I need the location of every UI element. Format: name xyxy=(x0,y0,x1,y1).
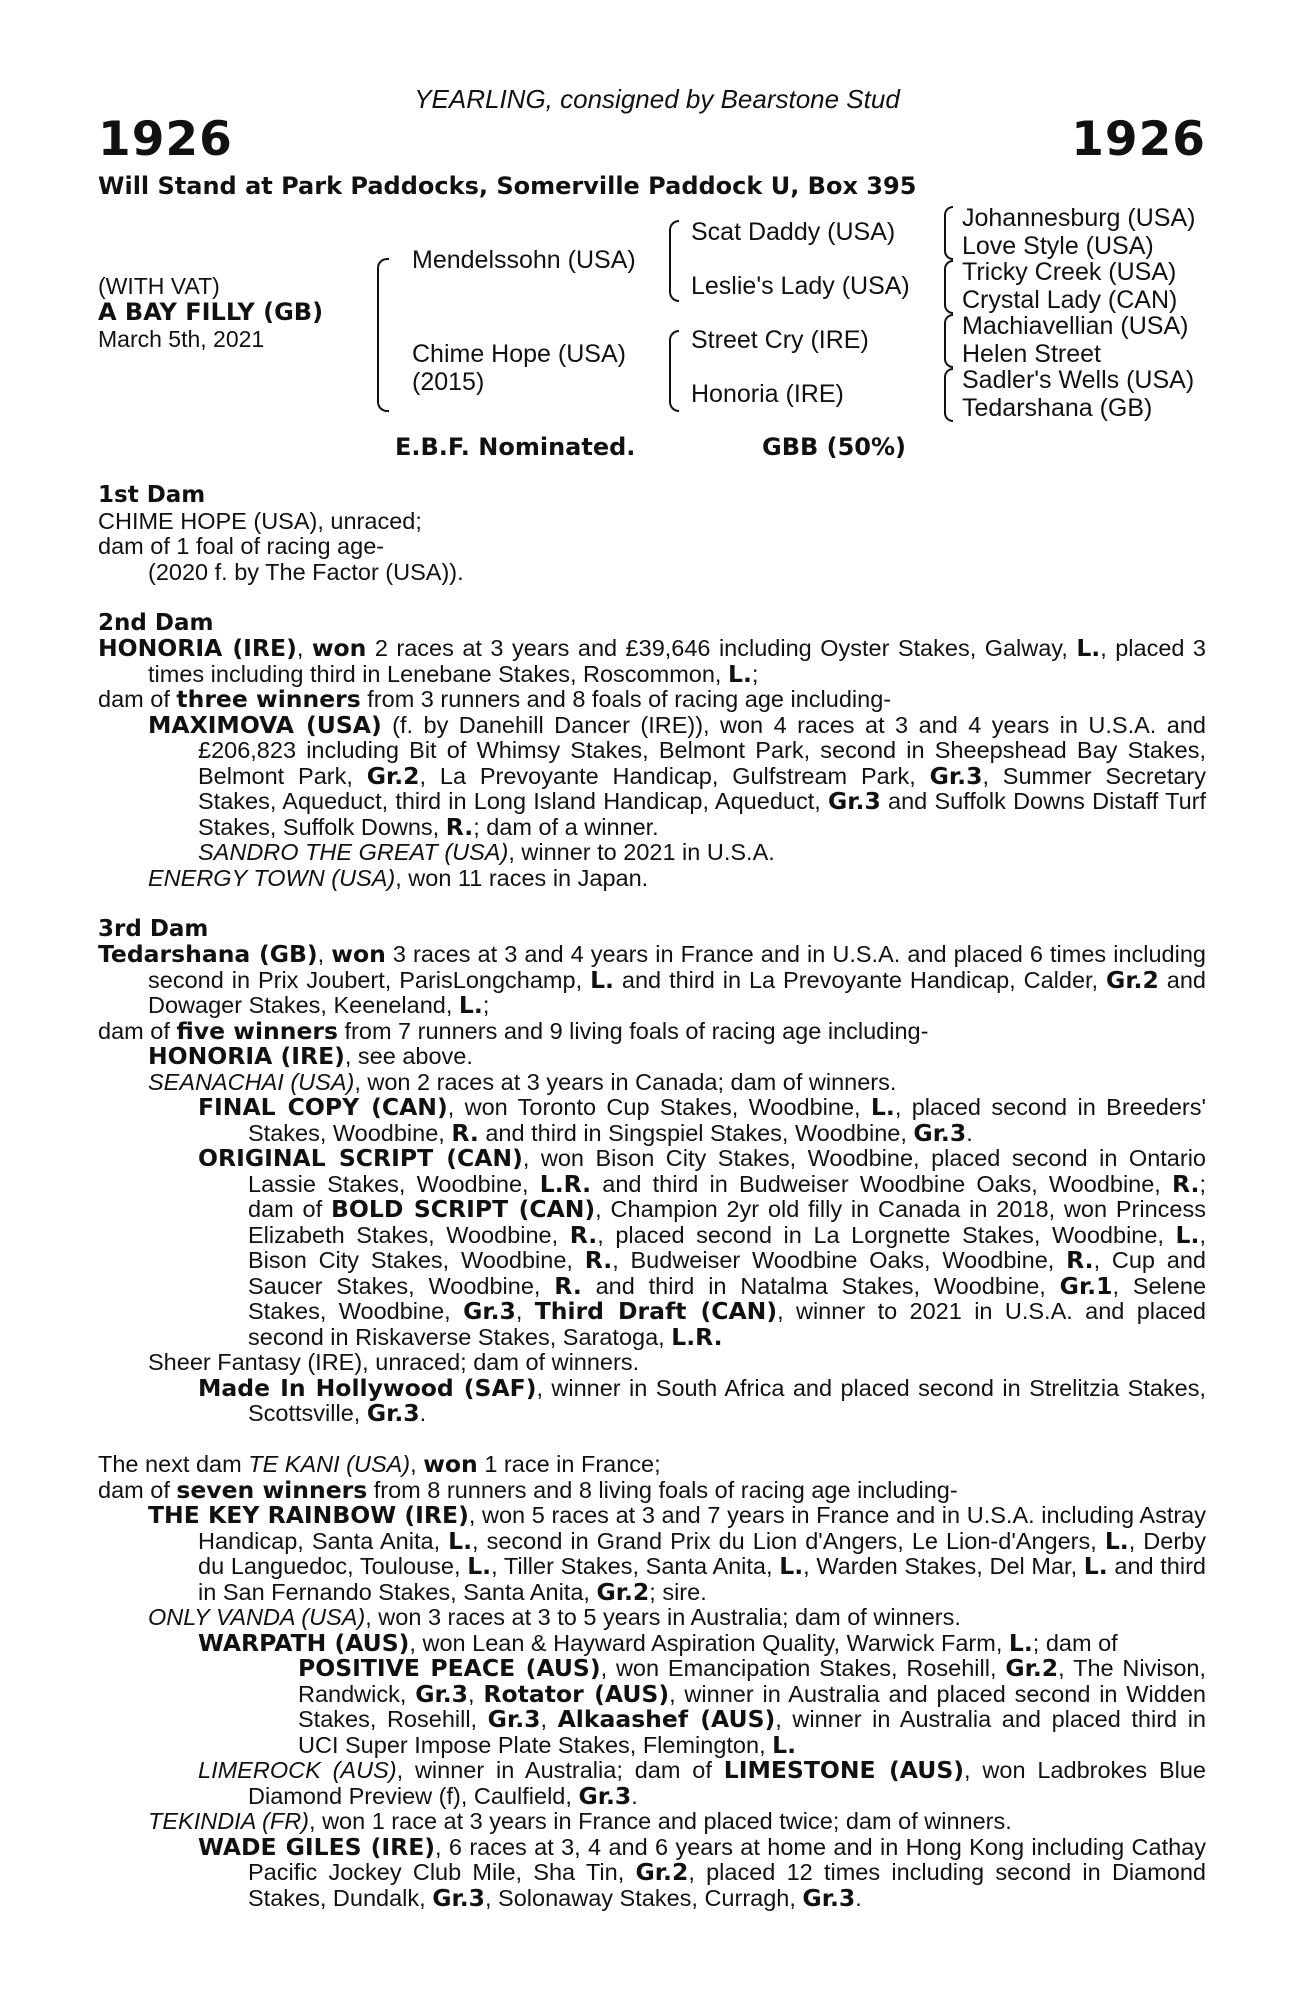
pedigree-dsd: Helen Street xyxy=(962,340,1101,368)
pedigree-ddd: Tedarshana (GB) xyxy=(962,394,1153,422)
second-dam-produce: dam of three winners from 3 runners and 8 foals of racing age including- xyxy=(98,685,892,713)
first-dam-heading: 1st Dam xyxy=(98,482,206,508)
dam-name: Chime Hope (USA) xyxy=(412,340,626,368)
produce-entry: MAXIMOVA (USA) (f. by Danehill Dancer (IRE)), won 4 races at 3 and 4 years in U.S.A. and £206,823 including Bit of Whimsy Stakes, Belmont Park, second in Sheepshead Bay Stakes, Belmont Park, Gr.2, La Prevoyante Handicap, Gulfstream Park, Gr.3, Summer Secretary Stakes, Aqueduct, third in Long Island Handicap, Aqueduct, Gr.3 and Suffolk Downs Distaff Turf Stakes, Suffolk Downs, R.; dam of a winner. xyxy=(148,710,1206,841)
pedigree-sdd: Crystal Lady (CAN) xyxy=(962,286,1178,314)
horse-dob: March 5th, 2021 xyxy=(98,326,265,352)
fourth-dam-entry: The next dam TE KANI (USA), won 1 race in France; xyxy=(98,1450,661,1478)
produce-entry: Sheer Fantasy (IRE), unraced; dam of winners. xyxy=(148,1349,640,1375)
pedigree-sds: Tricky Creek (USA) xyxy=(962,258,1177,286)
second-dam-entry: HONORIA (IRE), won 2 races at 3 years and £39,646 including Oyster Stakes, Galway, L., placed 3 times including third in Lenebane Stakes, Roscommon, L.; xyxy=(98,634,1206,688)
first-dam-line: dam of 1 foal of racing age- xyxy=(98,533,385,559)
produce-entry: HONORIA (IRE), see above. xyxy=(148,1042,473,1070)
fourth-dam-produce: dam of seven winners from 8 runners and 8 living foals of racing age including- xyxy=(98,1475,958,1504)
dam-year: (2015) xyxy=(412,368,485,396)
produce-entry: THE KEY RAINBOW (IRE), won 5 races at 3 and 7 years in France and in U.S.A. including Astray Handicap, Santa Anita, L., second in Grand Prix du Lion d'Angers, Le Lion-d'Angers, L., Derby du Languedoc, Toulouse, L., Tiller Stakes, Santa Anita, L., Warden Stakes, Del Mar, L. and third in San Fernando Stakes, Santa Anita, Gr.2; sire. xyxy=(148,1501,1207,1606)
third-dam-heading: 3rd Dam xyxy=(98,915,209,942)
pedigree-brace-dam xyxy=(669,330,679,412)
produce-entry: Made In Hollywood (SAF), winner in South Africa and placed second in Strelitzia Stakes, Scottsville, Gr.3. xyxy=(198,1373,1206,1427)
produce-entry: ENERGY TOWN (USA), won 11 races in Japan. xyxy=(148,864,649,891)
gbb-label: GBB (50%) xyxy=(762,433,907,461)
second-dam-heading: 2nd Dam xyxy=(98,609,214,636)
pedigree-brace-ds xyxy=(944,314,953,368)
catalogue-body xyxy=(98,483,1206,1911)
lot-number-left: 1926 xyxy=(98,112,233,167)
sire-name: Mendelssohn (USA) xyxy=(412,246,636,274)
sire-dam: Leslie's Lady (USA) xyxy=(691,272,910,300)
produce-entry: LIMEROCK (AUS), winner in Australia; dam of LIMESTONE (AUS), won Ladbrokes Blue Diamond Preview (f), Caulfield, Gr.3. xyxy=(198,1756,1206,1810)
horse-name: A BAY FILLY (GB) xyxy=(98,298,324,326)
consignment-line: YEARLING, consigned by Bearstone Stud xyxy=(414,84,900,114)
pedigree-sss: Johannesburg (USA) xyxy=(962,204,1196,232)
sire-sire: Scat Daddy (USA) xyxy=(691,218,896,246)
produce-entry: ORIGINAL SCRIPT (CAN), won Bison City Stakes, Woodbine, placed second in Ontario Lassie Stakes, Woodbine, L.R. and third in Budweiser Woodbine Oaks, Woodbine, R.; dam of BOLD SCRIPT (CAN), Champion 2yr old filly in Canada in 2018, won Princess Elizabeth Stakes, Woodbine, R., placed second in La Lorgnette Stakes, Woodbine, L., Bison City Stakes, Woodbine, R., Budweiser Woodbine Oaks, Woodbine, R., Cup and Saucer Stakes, Woodbine, R. and third in Natalma Stakes, Woodbine, Gr.1, Selene Stakes, Woodbine, Gr.3, Third Draft (CAN), winner to 2021 in U.S.A. and placed second in Riskaverse Stakes, Saratoga, L.R. xyxy=(198,1144,1207,1351)
pedigree-dds: Sadler's Wells (USA) xyxy=(962,366,1195,394)
pedigree-ssd: Love Style (USA) xyxy=(962,232,1154,260)
pedigree-brace-main xyxy=(377,258,389,412)
first-dam-line: (2020 f. by The Factor (USA)). xyxy=(148,558,464,585)
ebf-nominated: E.B.F. Nominated. xyxy=(395,433,636,461)
produce-entry: WARPATH (AUS), won Lean & Hayward Aspiration Quality, Warwick Farm, L.; dam of xyxy=(198,1628,1118,1657)
produce-entry: SEANACHAI (USA), won 2 races at 3 years in Canada; dam of winners. xyxy=(148,1068,897,1095)
pedigree-brace-ss xyxy=(944,206,953,260)
produce-entry: POSITIVE PEACE (AUS), won Emancipation Stakes, Rosehill, Gr.2, The Nivison, Randwick, Gr.3, Rotator (AUS), winner in Australia and placed second in Widden Stakes, Rosehill, Gr.3, Alkaashef (AUS), winner in Australia and placed third in UCI Super Impose Plate Stakes, Flemington, L. xyxy=(298,1654,1206,1759)
produce-entry: ONLY VANDA (USA), won 3 races at 3 to 5 years in Australia; dam of winners. xyxy=(148,1604,961,1630)
vat-label: (WITH VAT) xyxy=(98,273,220,299)
pedigree-brace-sire xyxy=(669,220,679,302)
stand-location: Will Stand at Park Paddocks, Somerville Paddock U, Box 395 xyxy=(98,172,917,200)
produce-entry: TEKINDIA (FR), won 1 race at 3 years in France and placed twice; dam of winners. xyxy=(148,1808,1012,1834)
produce-entry: WADE GILES (IRE), 6 races at 3, 4 and 6 years at home and in Hong Kong including Cathay Pacific Jockey Club Mile, Sha Tin, Gr.2, placed 12 times including second in Diamond Stakes, Dundalk, Gr.3, Solonaway Stakes, Curragh, Gr.3. xyxy=(198,1832,1206,1912)
third-dam-produce: dam of five winners from 7 runners and 9 living foals of racing age including- xyxy=(98,1016,929,1045)
first-dam-line: CHIME HOPE (USA), unraced; xyxy=(98,507,422,534)
pedigree-dss: Machiavellian (USA) xyxy=(962,312,1189,340)
pedigree-brace-dd xyxy=(944,368,953,422)
dam-dam: Honoria (IRE) xyxy=(691,380,844,408)
dam-sire: Street Cry (IRE) xyxy=(691,326,869,354)
produce-entry: SANDRO THE GREAT (USA), winner to 2021 in U.S.A. xyxy=(198,839,775,865)
produce-entry: FINAL COPY (CAN), won Toronto Cup Stakes, Woodbine, L., placed second in Breeders' Stakes, Woodbine, R. and third in Singspiel Stakes, Woodbine, Gr.3. xyxy=(198,1093,1206,1147)
third-dam-entry: Tedarshana (GB), won 3 races at 3 and 4 years in France and in U.S.A. and placed 6 times including second in Prix Joubert, ParisLongchamp, L. and third in La Prevoyante Handicap, Calder, Gr.2 and Dowager Stakes, Keeneland, L.; xyxy=(98,940,1206,1019)
lot-number-right: 1926 xyxy=(1071,112,1206,167)
pedigree-brace-sd xyxy=(944,260,953,314)
